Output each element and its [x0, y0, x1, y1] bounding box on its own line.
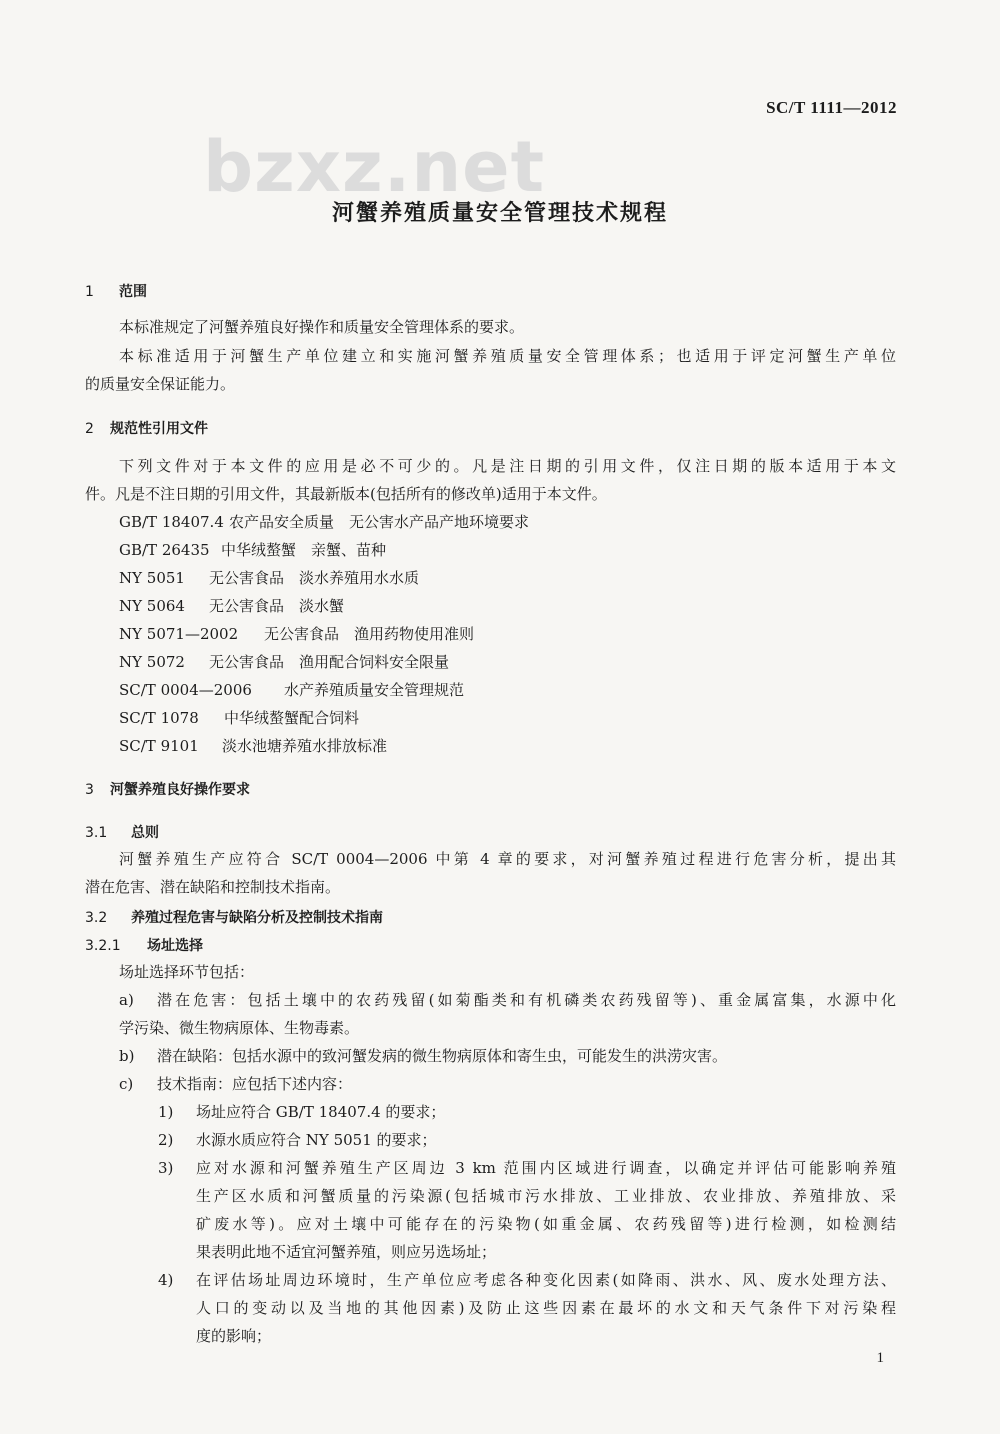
list-item: 生产区水质和河蟹质量的污染源(包括城市污水排放、工业排放、农业排放、养殖排放、采 [196, 1187, 896, 1205]
reference-item [119, 653, 449, 671]
list-item: 应对水源和河蟹养殖生产区周边 3 km 范围内区域进行调查，以确定并评估可能影响养殖 [196, 1159, 896, 1177]
paragraph: 件。凡是不注日期的引用文件，其最新版本(包括所有的修改单)适用于本文件。 [85, 485, 607, 503]
page-number: 1 [876, 1350, 884, 1366]
section-1-heading [85, 281, 147, 301]
reference-item [119, 681, 464, 699]
list-item: 度的影响； [196, 1327, 272, 1345]
paragraph: 本标准适用于河蟹生产单位建立和实施河蟹养殖质量安全管理体系；也适用于评定河蟹生产单位 [119, 347, 896, 365]
page-title: 河蟹养殖质量安全管理技术规程 [331, 201, 668, 226]
reference-code: GB/T 26435 [119, 541, 210, 559]
reference-item [119, 737, 387, 755]
reference-item [119, 569, 419, 587]
list-marker: 2) [158, 1131, 174, 1149]
standard-code: SC/T 1111—2012 [766, 98, 897, 117]
reference-title: 农产品安全质量 无公害水产品产地环境要求 [229, 513, 530, 531]
paragraph: 本标准规定了河蟹养殖良好操作和质量安全管理体系的要求。 [119, 318, 525, 336]
reference-title: 中华绒螯蟹配合饲料 [224, 709, 360, 727]
list-item: 矿废水等)。应对土壤中可能存在的污染物(如重金属、农药残留等)进行检测，如检测结 [196, 1215, 896, 1233]
list-marker: b) [119, 1047, 135, 1065]
list-marker: 1) [158, 1103, 174, 1121]
list-marker: a) [119, 991, 134, 1009]
reference-title: 淡水池塘养殖水排放标准 [222, 737, 388, 755]
section-title: 总则 [131, 825, 159, 841]
list-marker: 4) [158, 1271, 174, 1289]
section-title: 规范性引用文件 [110, 421, 208, 437]
list-item: 潜在缺陷：包括水源中的致河蟹发病的微生物病原体和寄生虫，可能发生的洪涝灾害。 [157, 1047, 728, 1065]
section-number: 3.1 [85, 825, 108, 841]
list-item: 人口的变动以及当地的其他因素)及防止这些因素在最坏的水文和天气条件下对污染程 [196, 1299, 896, 1317]
watermark: bzxz.net [203, 126, 546, 208]
reference-code: NY 5051 [119, 569, 185, 587]
section-title: 场址选择 [147, 938, 203, 954]
reference-item [119, 541, 386, 559]
reference-code: SC/T 0004—2006 [119, 681, 252, 699]
list-marker: 3) [158, 1159, 174, 1177]
reference-title: 无公害食品 渔用药物使用准则 [264, 625, 475, 643]
section-number: 2 [85, 421, 94, 437]
reference-code: SC/T 1078 [119, 709, 199, 727]
paragraph: 河蟹养殖生产应符合 SC/T 0004—2006 中第 4 章的要求，对河蟹养殖过程进行危害分析，提出其 [119, 850, 896, 868]
reference-code: NY 5064 [119, 597, 185, 615]
paragraph: 的质量安全保证能力。 [85, 375, 236, 393]
list-item: 学污染、微生物病原体、生物毒素。 [119, 1019, 360, 1037]
reference-item [119, 597, 344, 615]
section-number: 1 [85, 284, 94, 300]
reference-item [119, 709, 359, 727]
reference-code: GB/T 18407.4 [119, 513, 224, 531]
reference-title: 无公害食品 淡水养殖用水水质 [209, 569, 420, 587]
section-title: 养殖过程危害与缺陷分析及控制技术指南 [131, 910, 383, 926]
reference-code: NY 5071—2002 [119, 625, 239, 643]
reference-title: 无公害食品 淡水蟹 [209, 597, 345, 615]
section-3-heading [85, 779, 250, 799]
section-number: 3.2 [85, 910, 108, 926]
subsection-3-2-heading [85, 907, 383, 927]
section-2-heading [85, 418, 208, 438]
reference-code: NY 5072 [119, 653, 185, 671]
list-item: 果表明此地不适宜河蟹养殖，则应另选场址； [196, 1243, 497, 1261]
paragraph: 下列文件对于本文件的应用是必不可少的。凡是注日期的引用文件，仅注日期的版本适用于本文 [119, 457, 896, 475]
list-marker: c) [119, 1075, 134, 1093]
reference-title: 水产养殖质量安全管理规范 [284, 681, 465, 699]
reference-code: SC/T 9101 [119, 737, 199, 755]
subsection-3-2-1-heading [85, 935, 203, 955]
list-item: 潜在危害：包括土壤中的农药残留(如菊酯类和有机磷类农药残留等)、重金属富集，水源中化 [157, 991, 896, 1009]
subsection-3-1-heading [85, 822, 159, 842]
paragraph: 潜在危害、潜在缺陷和控制技术指南。 [85, 878, 341, 896]
reference-title: 无公害食品 渔用配合饲料安全限量 [209, 653, 450, 671]
section-number: 3 [85, 782, 94, 798]
section-title: 河蟹养殖良好操作要求 [110, 782, 250, 798]
list-item: 水源水质应符合 NY 5051 的要求； [196, 1131, 437, 1149]
section-title: 范围 [119, 284, 147, 300]
reference-item [119, 625, 474, 643]
reference-item [119, 513, 529, 531]
reference-title: 中华绒螯蟹 亲蟹、苗种 [221, 541, 387, 559]
list-item: 场址应符合 GB/T 18407.4 的要求； [196, 1103, 446, 1121]
list-item: 技术指南：应包括下述内容： [157, 1075, 353, 1093]
list-item: 在评估场址周边环境时，生产单位应考虑各种变化因素(如降雨、洪水、风、废水处理方法、 [196, 1271, 896, 1289]
section-number: 3.2.1 [85, 938, 121, 954]
paragraph: 场址选择环节包括： [119, 963, 255, 981]
